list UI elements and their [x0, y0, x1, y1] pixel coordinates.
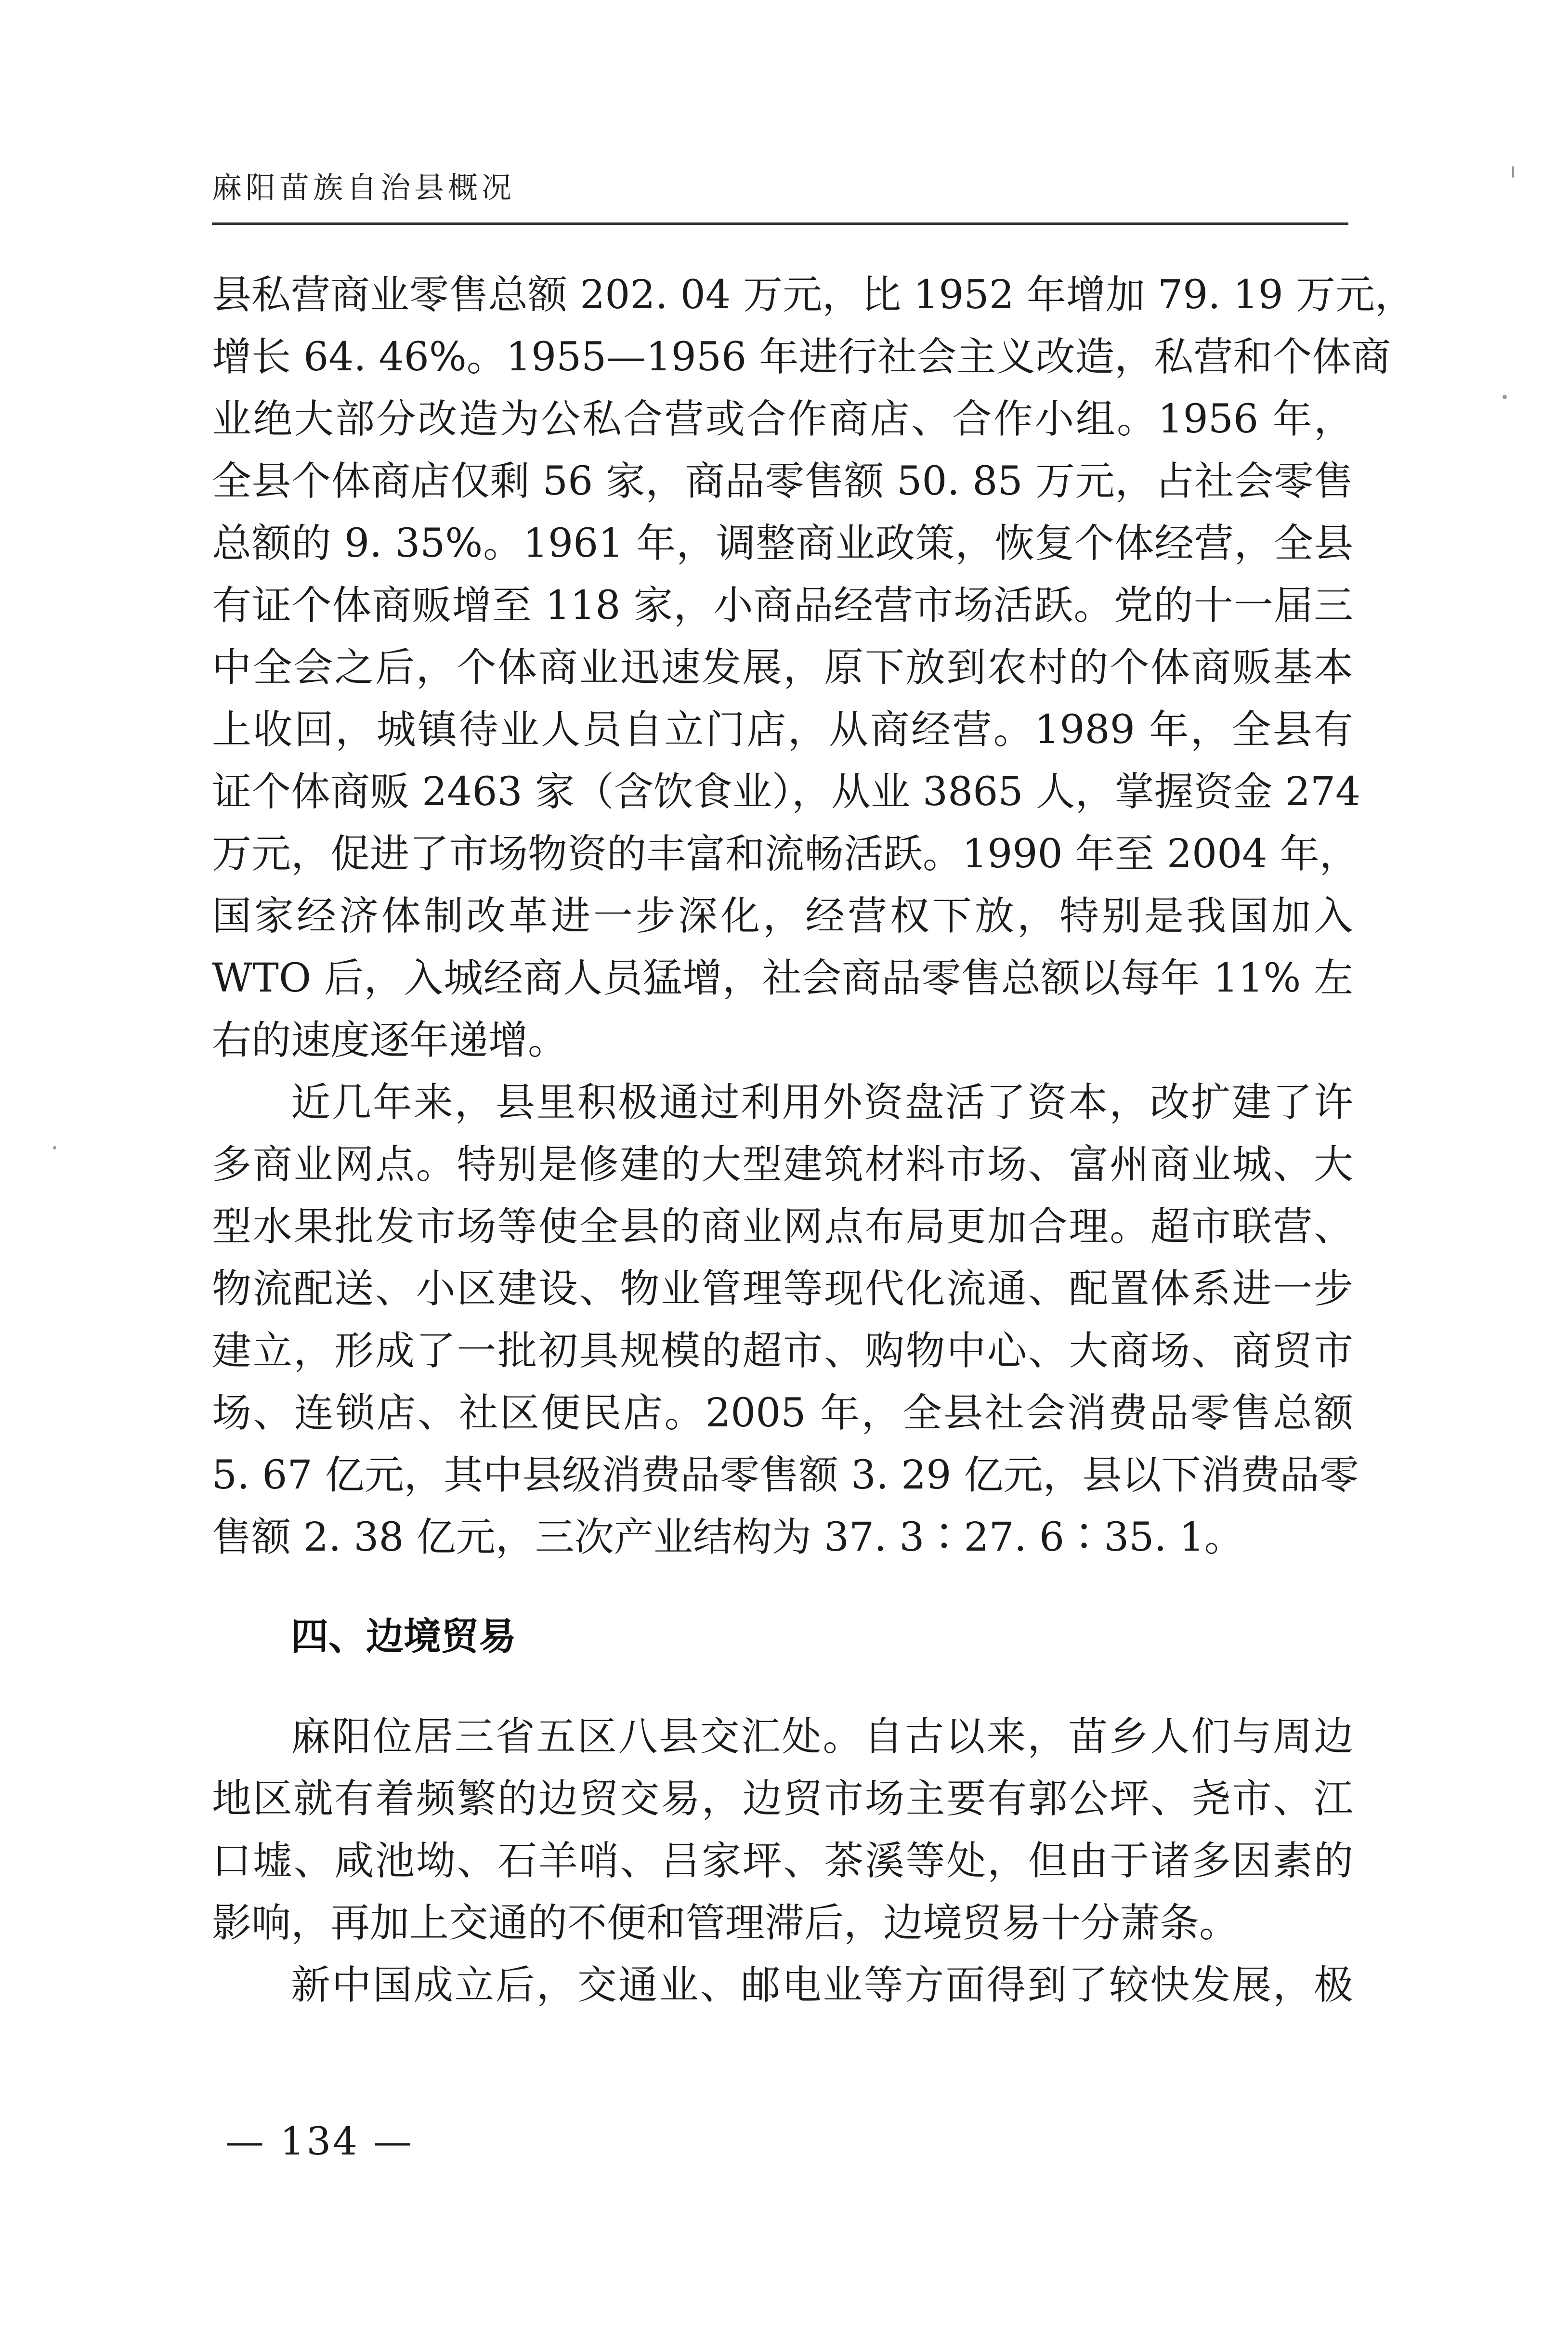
- text-line: 增长 64. 46%。1955—1956 年进行社会主义改造，私营和个体商: [212, 334, 1391, 380]
- paragraph-1: [212, 264, 1414, 1071]
- text-line: 影响，再加上交通的不便和管理滞后，边境贸易十分萧条。: [212, 1900, 1239, 1946]
- scan-speck: [53, 1146, 56, 1149]
- header-rule: [212, 222, 1348, 225]
- body-text: [212, 264, 1414, 2016]
- text-line: 多商业网点。特别是修建的大型建筑材料市场、富州商业城、大: [212, 1142, 1353, 1188]
- text-line: WTO 后，入城经商人员猛增，社会商品零售总额以每年 11% 左: [212, 955, 1353, 1001]
- text-line: 国家经济体制改革进一步深化，经营权下放，特别是我国加入: [212, 893, 1353, 939]
- scan-speck: [1512, 166, 1514, 178]
- paragraph-4: [212, 1954, 1353, 2016]
- text-line: 建立，形成了一批初具规模的超市、购物中心、大商场、商贸市: [212, 1328, 1353, 1374]
- section-heading: 四、边境贸易: [291, 1615, 517, 1658]
- text-line: 口墟、咸池坳、石羊哨、吕家坪、茶溪等处，但由于诸多因素的: [212, 1838, 1353, 1884]
- text-line: 型水果批发市场等使全县的商业网点布局更加合理。超市联营、: [212, 1204, 1353, 1250]
- text-line: 业绝大部分改造为公私合营或合作商店、合作小组。1956 年，: [212, 396, 1353, 442]
- text-line: 证个体商贩 2463 家（含饮食业），从业 3865 人，掌握资金 274: [212, 769, 1361, 815]
- text-line: 物流配送、小区建设、物业管理等现代化流通、配置体系进一步: [212, 1266, 1353, 1312]
- text-line: 麻阳位居三省五区八县交汇处。自古以来，苗乡人们与周边: [291, 1714, 1353, 1760]
- text-line: 地区就有着频繁的边贸交易，边贸市场主要有郭公坪、尧市、江: [212, 1776, 1353, 1822]
- text-line: 有证个体商贩增至 118 家，小商品经营市场活跃。党的十一届三: [212, 583, 1353, 628]
- paragraph-3: [212, 1706, 1353, 1954]
- running-head: 麻阳苗族自治县概况: [212, 170, 516, 205]
- text-line: 中全会之后，个体商业迅速发展，原下放到农村的个体商贩基本: [212, 645, 1353, 691]
- text-line: 万元，促进了市场物资的丰富和流畅活跃。1990 年至 2004 年，: [212, 831, 1359, 877]
- text-line: 5. 67 亿元，其中县级消费品零售额 3. 29 亿元，县以下消费品零: [212, 1452, 1359, 1498]
- section-spacer: [212, 1668, 1353, 1706]
- text-line: 总额的 9. 35%。1961 年，调整商业政策，恢复个体经营，全县: [212, 521, 1353, 566]
- text-line: 上收回，城镇待业人员自立门店，从商经营。1989 年，全县有: [212, 707, 1353, 753]
- text-line: 新中国成立后，交通业、邮电业等方面得到了较快发展，极: [291, 1962, 1353, 2008]
- scan-speck: [1503, 395, 1507, 399]
- paragraph-2: [212, 1071, 1359, 1568]
- text-line: 右的速度逐年递增。: [212, 1018, 568, 1063]
- section-spacer: [212, 1568, 1353, 1606]
- text-line: 售额 2. 38 亿元，三次产业结构为 37. 3∶27. 6∶35. 1。: [212, 1514, 1244, 1560]
- text-line: 县私营商业零售总额 202. 04 万元，比 1952 年增加 79. 19 万元，: [212, 272, 1414, 318]
- text-line: 全县个体商店仅剩 56 家，商品零售额 50. 85 万元，占社会零售: [212, 458, 1353, 504]
- text-line: 近几年来，县里积极通过利用外资盘活了资本，改扩建了许: [291, 1080, 1353, 1125]
- page-number: — 134 —: [225, 2119, 414, 2164]
- text-line: 场、连锁店、社区便民店。2005 年，全县社会消费品零售总额: [212, 1390, 1353, 1436]
